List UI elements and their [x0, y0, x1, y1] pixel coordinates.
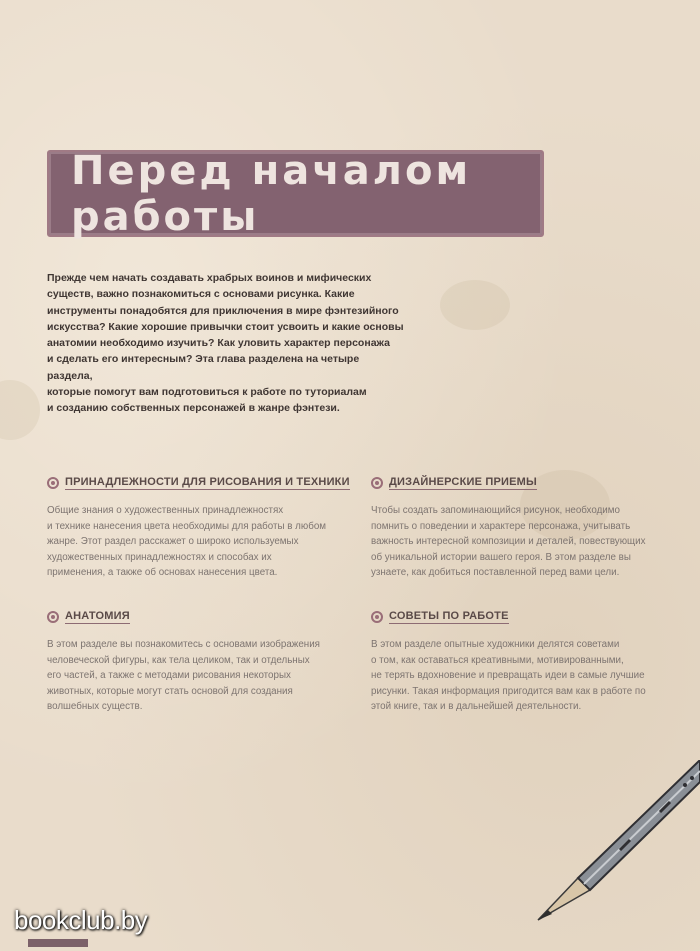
- bullet-circle-icon: [371, 477, 383, 489]
- section-body: [371, 503, 671, 581]
- bullet-circle-icon: [47, 611, 59, 623]
- section-title: АНАТОМИЯ: [65, 610, 130, 622]
- section-heading: [47, 607, 347, 627]
- section-line: узнаете, как добиться поставленной перед вами цели.: [371, 567, 620, 579]
- section-line: и технике нанесения цвета необходимы для работы в любом: [47, 520, 327, 532]
- pencil-illustration: [520, 760, 700, 930]
- section-line: животных, которые могут стать основой для создания: [47, 685, 293, 697]
- section-line: волшебных существ.: [47, 701, 143, 713]
- intro-line: существ, важно познакомиться с основами рисунка. Какие: [47, 288, 355, 301]
- bullet-circle-icon: [371, 611, 383, 623]
- section-line: этой книге, так и в дальнейшей деятельности.: [371, 701, 582, 713]
- section-title: ПРИНАДЛЕЖНОСТИ ДЛЯ РИСОВАНИЯ И ТЕХНИКИ: [65, 476, 350, 488]
- section-line: В этом разделе опытные художники делятся советами: [371, 639, 620, 650]
- intro-line: и сделать его интересным? Эта глава разделена на четыре раздела,: [47, 353, 360, 382]
- section-body: [371, 637, 671, 715]
- intro-line: искусства? Какие хорошие привычки стоит усвоить и какие основы: [47, 320, 404, 333]
- section-body: [47, 637, 347, 715]
- section-line: жанре. Этот раздел расскажет о широко используемых: [47, 536, 299, 548]
- section-title: ДИЗАЙНЕРСКИЕ ПРИЕМЫ: [389, 476, 538, 488]
- section-line: его частей, а также с методами рисования некоторых: [47, 670, 291, 682]
- intro-line: Прежде чем начать создавать храбрых воинов и мифических: [47, 272, 372, 284]
- section-line: Чтобы создать запоминающийся рисунок, необходимо: [371, 505, 620, 516]
- section-tips: [371, 607, 671, 715]
- section-heading: [371, 473, 671, 493]
- paper-stain: [0, 380, 40, 440]
- page-bottom-bar: [28, 939, 88, 947]
- chapter-title: Перед началом работы: [71, 147, 472, 240]
- section-line: помнить о поведении и характере персонажа, учитывать: [371, 520, 631, 532]
- section-design: [371, 473, 671, 581]
- section-heading: [371, 607, 671, 627]
- section-title: СОВЕТЫ ПО РАБОТЕ: [389, 610, 509, 622]
- watermark-text: bookclub.by: [14, 905, 148, 935]
- section-line: В этом разделе вы познакомитесь с основами изображения: [47, 639, 320, 650]
- section-line: рисунки. Такая информация пригодится вам как в работе по: [371, 685, 646, 697]
- section-tools: [47, 473, 350, 581]
- intro-line: и созданию собственных персонажей в жанре фэнтези.: [47, 402, 340, 415]
- intro-line: которые помогут вам подготовиться к работе по туториалам: [47, 386, 367, 399]
- chapter-title-banner: [47, 147, 544, 240]
- section-line: Общие знания о художественных принадлежностях: [47, 505, 284, 516]
- section-body: [47, 503, 347, 581]
- bullet-circle-icon: [47, 477, 59, 489]
- paper-stain: [440, 280, 510, 330]
- section-anatomy: [47, 607, 347, 715]
- intro-paragraph: [47, 270, 407, 417]
- section-heading: [47, 473, 350, 493]
- intro-line: анатомии необходимо изучить? Как уловить характер персонажа: [47, 337, 390, 350]
- intro-line: инструменты понадобятся для приключения в мире фэнтезийного: [47, 304, 399, 317]
- section-line: о том, как оставаться креативными, мотивированными,: [371, 654, 624, 666]
- section-line: об уникальной истории вашего героя. В этом разделе вы: [371, 551, 631, 563]
- section-line: человеческой фигуры, как тела целиком, так и отдельных: [47, 654, 310, 666]
- section-line: не терять вдохновение и превращать идеи в самые лучшие: [371, 670, 645, 682]
- section-line: художественных принадлежностях и способах их: [47, 551, 272, 563]
- section-line: важность интересной композиции и деталей, повествующих: [371, 536, 646, 548]
- section-line: применения, а также об основах нанесения цвета.: [47, 567, 278, 579]
